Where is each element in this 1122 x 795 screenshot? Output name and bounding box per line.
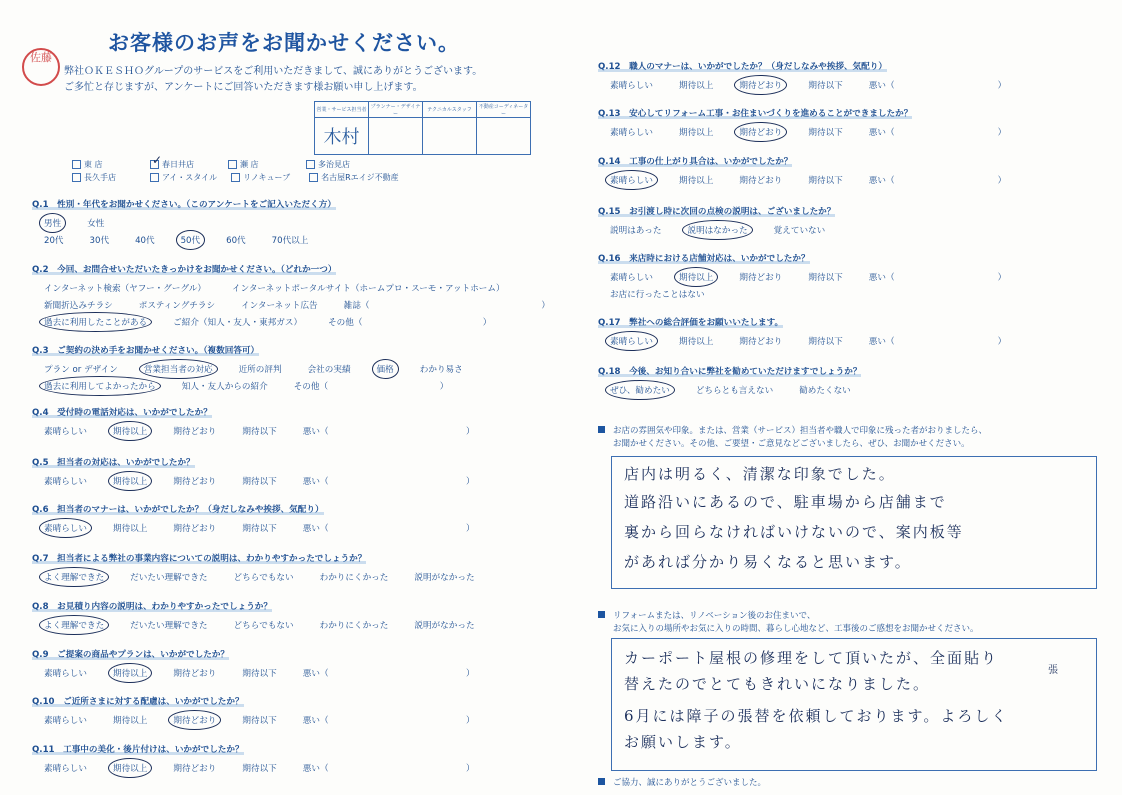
answer-option[interactable]: 勧めたくない	[799, 386, 851, 396]
square-bullet-icon	[598, 426, 605, 433]
store-option[interactable]	[72, 172, 136, 183]
selected-option[interactable]: 価格	[376, 365, 394, 375]
store-option[interactable]	[150, 153, 214, 170]
seal-stamp: 佐藤	[22, 48, 60, 86]
staff-header: プランナー・デザイナー	[369, 102, 423, 118]
answer-option[interactable]: その他（ ）	[328, 318, 492, 328]
answer-option[interactable]: どちらでもない	[233, 621, 294, 631]
answer-option[interactable]: 60代	[226, 236, 246, 246]
comment2-line: 6月には障子の張替を依頼しております。よろしく	[624, 707, 1009, 725]
answer-option[interactable]: お店に行ったことはない	[610, 290, 705, 300]
comment2-line: カーポート屋根の修理をして頂いたが、全面貼り	[624, 649, 999, 667]
answer-option[interactable]: 女性	[87, 219, 105, 229]
selected-option[interactable]: 期待以上	[678, 273, 714, 283]
answer-option[interactable]: 70代以上	[271, 236, 309, 246]
checkbox[interactable]	[72, 173, 81, 182]
store-label: アイ・スタイル	[162, 173, 218, 182]
question-title: Q.13 安心してリフォーム工事・お住まいづくりを進めることができましたか？	[598, 109, 913, 119]
answer-option[interactable]: 素晴らしい	[44, 427, 87, 437]
intro-line: 弊社ＯＫＥＳＨＯグループのサービスをご利用いただきまして、誠にありがとうございます。	[64, 66, 483, 77]
selected-option[interactable]: 素晴らしい	[610, 337, 653, 347]
store-label: 瀬 店	[240, 160, 259, 169]
question-title: Q.18 今後、お知り合いに弊社を勧めていただけますでしょうか？	[598, 367, 862, 377]
answer-option[interactable]: 期待以上	[678, 176, 714, 186]
answer-option[interactable]: わかり易さ	[419, 365, 463, 375]
question-title: Q.9 ご提案の商品やプランは、いかがでしたか？	[32, 650, 230, 660]
square-bullet-icon	[598, 611, 605, 618]
comment2-line: 替えたのでとてもきれいになりました。	[624, 675, 931, 693]
store-label: 多治見店	[318, 160, 350, 169]
answer-option[interactable]: 知人・友人からの紹介	[181, 382, 268, 392]
selected-option[interactable]: ぜひ、勧めたい	[610, 386, 670, 396]
question-L1	[32, 198, 336, 247]
answer-option[interactable]: わかりにくかった	[319, 573, 389, 583]
store-option[interactable]	[150, 172, 217, 183]
option-row	[32, 570, 501, 584]
selected-option[interactable]: 期待以上	[112, 477, 148, 487]
answer-option[interactable]: 悪い（ ）	[868, 273, 1007, 283]
question-R2	[598, 107, 1032, 139]
option-row	[32, 379, 489, 393]
footer-thanks: ご協力、誠にありがとうございました。	[598, 776, 766, 788]
question-title: Q.2 今回、お問合せいただいたきっかけをお聞かせください。（どれか一つ）	[32, 265, 337, 275]
answer-option[interactable]: 期待どおり	[173, 427, 217, 437]
question-title: Q.7 担当者による弊社の事業内容についての説明は、わかりやすかったでしょうか？	[32, 554, 367, 564]
question-title: Q.15 お引渡し時に次回の点検の説明は、ございましたか？	[598, 207, 836, 217]
staff-header: テクニカルスタッフ	[423, 102, 477, 118]
comment2-box[interactable]	[611, 638, 1097, 771]
answer-option[interactable]: だいたい理解できた	[130, 621, 208, 631]
selected-option[interactable]: 説明はなかった	[687, 226, 748, 236]
selected-option[interactable]: よく理解できた	[44, 621, 105, 631]
option-row	[32, 618, 501, 632]
answer-option[interactable]: 雑誌（ ）	[343, 301, 550, 311]
question-R5	[598, 252, 1032, 301]
selected-option[interactable]: 営業担当者の対応	[143, 365, 213, 375]
answer-option[interactable]: 素晴らしい	[610, 273, 653, 283]
answer-option[interactable]: 期待以下	[808, 273, 843, 283]
comment1-box[interactable]	[611, 456, 1097, 589]
answer-option[interactable]: 悪い（ ）	[868, 176, 1007, 186]
question-L6	[32, 503, 501, 535]
answer-option[interactable]: 悪い（ ）	[302, 524, 475, 534]
option-row	[598, 125, 1032, 139]
answer-option[interactable]: 悪い（ ）	[868, 337, 1007, 347]
question-L2	[32, 263, 576, 329]
selected-option[interactable]: 期待以上	[112, 669, 148, 679]
option-row	[32, 761, 501, 775]
selected-option[interactable]: 男性	[44, 219, 62, 229]
answer-option[interactable]: 期待以下	[242, 477, 277, 487]
checkbox[interactable]	[309, 173, 318, 182]
answer-option[interactable]: 悪い（ ）	[302, 669, 475, 679]
intro-text	[64, 64, 482, 96]
store-option[interactable]	[231, 172, 295, 183]
staff-realestate-value[interactable]	[477, 118, 531, 155]
answer-option[interactable]: 素晴らしい	[44, 716, 87, 726]
answer-option[interactable]: ポスティングチラシ	[138, 301, 216, 311]
selected-option[interactable]: 期待以上	[112, 764, 148, 774]
question-L9	[32, 648, 501, 680]
option-row	[32, 362, 489, 376]
option-row	[32, 281, 576, 295]
store-label: 名古屋Rエイジ不動産	[321, 173, 399, 182]
selected-option[interactable]: 期待どおり	[739, 128, 783, 138]
answer-option[interactable]: 悪い（ ）	[302, 716, 475, 726]
question-L3	[32, 344, 489, 393]
question-R7	[598, 365, 877, 397]
option-row	[598, 334, 1032, 348]
answer-option[interactable]: 悪い（ ）	[302, 477, 475, 487]
answer-option[interactable]: 悪い（ ）	[302, 764, 475, 774]
answer-option[interactable]: 会社の実績	[307, 365, 351, 375]
store-option[interactable]	[228, 159, 292, 170]
question-title: Q.1 性別・年代をお聞かせください。（このアンケートをご記入いただく方）	[32, 200, 336, 210]
question-title: Q.5 担当者の対応は、いかがでしたか？	[32, 458, 195, 468]
question-L8	[32, 600, 501, 632]
option-row	[32, 315, 576, 329]
checkbox[interactable]	[231, 173, 240, 182]
comment1-prompt: お店の雰囲気や印象。または、営業（サービス）担当者や職人で印象に残った者がおりましたら、 お聞かせください。その他、ご要望・ご意見などございましたら、ぜひ、お聞かせください。	[598, 425, 987, 451]
answer-option[interactable]: 新聞折込みチラシ	[44, 301, 113, 311]
comment2-prompt: リフォームまたは、リノベーション後のお住まいで、 お気に入りの場所やお気に入りの時間、暮らし心地など、工事後のご感想をお聞かせください。	[598, 610, 979, 636]
question-title: Q.12 職人のマナーは、いかがでしたか？（身だしなみや挨拶、気配り）	[598, 62, 887, 72]
answer-option[interactable]: 期待以上	[678, 128, 714, 138]
answer-option[interactable]: インターネット検索（ヤフー・グーグル）	[44, 284, 206, 294]
selected-option[interactable]: 期待以上	[112, 427, 148, 437]
staff-technical-value[interactable]	[423, 118, 477, 155]
staff-sales-value[interactable]: 木村	[315, 118, 369, 155]
check-mark-icon: ✓	[152, 153, 163, 167]
staff-header: 営業・サービス担当者	[315, 102, 369, 118]
answer-option[interactable]: 期待どおり	[739, 337, 783, 347]
selected-option[interactable]: 50代	[180, 236, 201, 246]
answer-option[interactable]: 期待以上	[678, 337, 714, 347]
answer-option[interactable]: 期待以下	[808, 128, 843, 138]
checkbox[interactable]	[228, 160, 237, 169]
answer-option[interactable]: 期待どおり	[173, 669, 217, 679]
question-title: Q.10 ご近所さまに対する配慮は、いかがでしたか？	[32, 697, 244, 707]
answer-option[interactable]: 悪い（ ）	[302, 427, 475, 437]
answer-option[interactable]: 悪い（ ）	[868, 81, 1007, 91]
comment1-line: 裏から回らなければいけないので、案内板等	[624, 523, 964, 541]
answer-option[interactable]: 悪い（ ）	[868, 128, 1007, 138]
answer-option[interactable]: ご紹介（知人・友人・東邦ガス）	[173, 318, 303, 328]
store-checklist	[72, 153, 413, 184]
answer-option[interactable]: どちらでもない	[233, 573, 294, 583]
question-L11	[32, 743, 501, 775]
option-row	[598, 223, 851, 237]
answer-option[interactable]: 40代	[135, 236, 155, 246]
staff-table	[314, 101, 531, 155]
question-R1	[598, 60, 1032, 92]
answer-option[interactable]: 覚えていない	[773, 226, 826, 236]
store-label: 長久手店	[84, 173, 116, 182]
selected-option[interactable]: 期待どおり	[173, 716, 217, 726]
option-row	[598, 270, 1032, 284]
checkbox[interactable]	[150, 173, 159, 182]
page-title: お客様のお声をお聞かせください。	[108, 31, 460, 55]
answer-option[interactable]: 30代	[89, 236, 110, 246]
staff-header: 不動産コーディネーター	[477, 102, 531, 118]
question-title: Q.4 受付時の電話対応は、いかがでしたか？	[32, 408, 212, 418]
answer-option[interactable]: 素晴らしい	[44, 669, 87, 679]
comment1-line: があれば分かり易くなると思います。	[624, 553, 912, 571]
answer-option[interactable]: 素晴らしい	[44, 764, 87, 774]
option-row	[32, 298, 576, 312]
checkbox[interactable]	[306, 160, 315, 169]
comment1-line: 道路沿いにあるので、駐車場から店舗まで	[624, 493, 947, 511]
staff-planner-value[interactable]	[369, 118, 423, 155]
checkbox[interactable]	[150, 153, 163, 169]
answer-option[interactable]: プラン or デザイン	[44, 365, 118, 375]
question-R3	[598, 155, 1032, 187]
answer-option[interactable]: 期待以下	[242, 524, 277, 534]
answer-option[interactable]: 素晴らしい	[610, 128, 653, 138]
store-label: リノキューブ	[243, 173, 291, 182]
answer-option[interactable]: 期待以下	[808, 337, 843, 347]
answer-option[interactable]: 期待以下	[808, 176, 843, 186]
answer-option[interactable]: 素晴らしい	[610, 81, 653, 91]
answer-option[interactable]: わかりにくかった	[319, 621, 389, 631]
answer-option[interactable]: 期待どおり	[173, 524, 217, 534]
option-row	[598, 287, 1032, 301]
answer-option[interactable]: インターネットポータルサイト（ホームプロ・スーモ・アットホーム）	[232, 284, 505, 294]
question-title: Q.14 工事の仕上がり具合は、いかがでしたか？	[598, 157, 793, 167]
answer-option[interactable]: だいたい理解できた	[130, 573, 208, 583]
option-row	[32, 424, 501, 438]
answer-option[interactable]: 期待以上	[678, 81, 714, 91]
option-row	[598, 383, 877, 397]
intro-line: ご多忙と存じますが、アンケートにご回答いただきます様お願い申し上げます。	[64, 82, 423, 93]
answer-option[interactable]: 素晴らしい	[44, 477, 87, 487]
selected-option[interactable]: 過去に利用したことがある	[44, 318, 148, 328]
square-bullet-icon	[598, 778, 605, 785]
answer-option[interactable]: インターネット広告	[241, 301, 318, 311]
answer-option[interactable]: 期待どおり	[173, 477, 217, 487]
store-label: 春日井店	[162, 160, 194, 169]
selected-option[interactable]: 過去に利用してよかったから	[44, 382, 156, 392]
question-title: Q.3 ご契約の決め手をお聞かせください。（複数回答可）	[32, 346, 260, 356]
answer-option[interactable]: 期待以下	[242, 764, 277, 774]
answer-option[interactable]: 説明はあった	[610, 226, 662, 236]
question-title: Q.8 お見積り内容の説明は、わかりやすかったでしょうか？	[32, 602, 272, 612]
selected-option[interactable]: 期待どおり	[739, 81, 783, 91]
question-title: Q.17 弊社への総合評価をお願いいたします。	[598, 318, 784, 328]
checkbox[interactable]	[72, 160, 81, 169]
answer-option[interactable]: 期待以下	[242, 716, 277, 726]
option-row	[32, 216, 336, 230]
answer-option[interactable]: 期待どおり	[739, 273, 783, 283]
answer-option[interactable]: 期待以上	[112, 716, 148, 726]
selected-option[interactable]: 素晴らしい	[610, 176, 653, 186]
answer-option[interactable]: 説明がなかった	[414, 573, 475, 583]
question-R4	[598, 205, 851, 237]
comment2-line: お願いします。	[624, 733, 742, 751]
answer-option[interactable]: 期待以下	[808, 81, 843, 91]
comment2-insertion: 張	[1048, 665, 1060, 676]
option-row	[32, 233, 336, 247]
store-label: 東 店	[84, 160, 103, 169]
option-row	[32, 521, 501, 535]
question-L7	[32, 552, 501, 584]
answer-option[interactable]: 期待以上	[112, 524, 148, 534]
option-row	[32, 666, 501, 680]
answer-option[interactable]: その他（ ）	[293, 382, 449, 392]
answer-option[interactable]: どちらとも言えない	[695, 386, 774, 396]
question-L4	[32, 406, 501, 438]
store-option[interactable]	[72, 159, 136, 170]
answer-option[interactable]: 近所の評判	[238, 365, 282, 375]
question-title: Q.16 来店時における店舗対応は、いかがでしたか？	[598, 254, 810, 264]
option-row	[598, 78, 1032, 92]
question-L5	[32, 456, 501, 488]
comment1-line: 店内は明るく、清潔な印象でした。	[624, 465, 896, 483]
store-option[interactable]	[309, 172, 399, 183]
store-option[interactable]	[306, 159, 370, 170]
answer-option[interactable]: 期待どおり	[739, 176, 783, 186]
question-R6	[598, 316, 1032, 348]
answer-option[interactable]: 説明がなかった	[414, 621, 475, 631]
selected-option[interactable]: 素晴らしい	[44, 524, 87, 534]
option-row	[32, 713, 501, 727]
answer-option[interactable]: 20代	[44, 236, 64, 246]
option-row	[32, 474, 501, 488]
answer-option[interactable]: 期待以下	[242, 427, 277, 437]
question-title: Q.11 工事中の美化・後片付けは、いかがでしたか？	[32, 745, 244, 755]
question-L10	[32, 695, 501, 727]
question-title: Q.6 担当者のマナーは、いかがでしたか？（身だしなみや挨拶、気配り）	[32, 505, 324, 515]
answer-option[interactable]: 期待どおり	[173, 764, 217, 774]
answer-option[interactable]: 期待以下	[242, 669, 277, 679]
option-row	[598, 173, 1032, 187]
selected-option[interactable]: よく理解できた	[44, 573, 105, 583]
